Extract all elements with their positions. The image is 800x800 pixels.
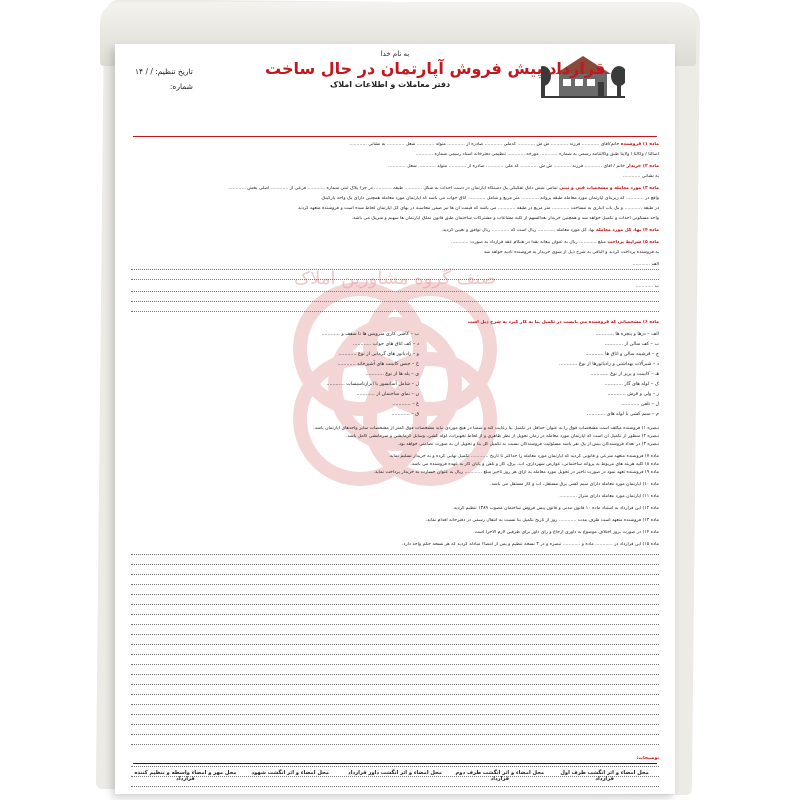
note-row: ماده ۱۳) فروشنده متعهد است ظرف مدت ............ روز از تاریخ تکمیل بنا نسبت به انتقال رسمی در دفترخانه اقدام نماید. — [425, 518, 659, 523]
spec-item: م – سیم کشی با لوله های ............ — [586, 412, 659, 417]
bismillah: به نام خدا — [380, 50, 410, 58]
section-row: به فروشنده پرداخت گردید و الباقی به شرح ذیل از سوی خریدار به فروشنده تأدیه خواهد شد — [483, 250, 659, 255]
section-row: الف ............ — [632, 262, 659, 267]
spec-item: د – شیرآلات بهداشتی و رادیاتورها از نوع ............ — [559, 362, 659, 367]
section-row: در طبقه ............ و یک باب انباری به مساحت ............ متر مربع در طبقه ............ می باشد که قیمت آن ها نیز ضمن محاسبه در بهای کل آپارتمان لحاظ شده است و فروشنده متعهد گردید — [298, 206, 659, 211]
fill-line[interactable] — [131, 564, 659, 565]
spec-item: الف – درها و پنجره ها ............ — [595, 332, 659, 337]
number-label: شماره: — [169, 82, 193, 91]
fill-line[interactable] — [131, 684, 659, 685]
note-row: ماده ۱۴) در صورت بروز اختلاف موضوع به داوری ارجاع و رأی داور برای طرفین لازم الاجرا است. — [473, 530, 659, 535]
spec-item: ع – ............ — [392, 402, 419, 407]
section-row: به نشانی ............ — [622, 174, 659, 179]
spec-item: ی – پله ها از نوع ............ — [365, 372, 419, 377]
watermark-text: صنف گروه مشاورین املاک — [294, 268, 496, 289]
spec-item: ق – ............ — [391, 412, 419, 417]
section-row: واقع در ............ که زیربنای آپارتمان مورد معامله طبقه پروانه ............ متر مربع و شامل ............ اتاق خواب می باشد که آپارتمان مورد معامله همچنین دارای یک واحد پارکینگ — [321, 196, 659, 201]
contract-title: قرارداد پیش فروش آپارتمان در حال ساخت — [265, 59, 606, 78]
signature-arbiter[interactable]: محل امضاء و اثر انگشت داور قرارداد — [348, 770, 442, 776]
spec-item: د – کف اتاق های خواب ............ — [352, 342, 419, 347]
section-row: ماده ۲) خریدار خانم / آقای ............ فرزند ............ ش ش ............ کد ملی ............ صادره از ............ متولد ............ شغل ............ — [388, 164, 659, 169]
fill-line[interactable] — [131, 301, 659, 302]
spec-item: و – رادیاتور های گرمایی از نوع ............ — [338, 352, 419, 357]
note-row: تبصره ۲) منظور از تکمیل آن است که آپارتمان مورد معامله در زمان تحویل از نظر ظاهری و از لحاظ تجهیزات، لوله کشی، وسایل گرمایشی و سرمایشی کامل باشد. — [346, 434, 659, 439]
signature-party-two[interactable]: محل امضاء و اثر انگشت طرف دوم قرارداد — [455, 770, 545, 782]
fill-line[interactable] — [131, 786, 659, 787]
fill-line[interactable] — [131, 654, 659, 655]
fill-line[interactable] — [131, 291, 659, 292]
fill-line[interactable] — [131, 604, 659, 605]
fill-line[interactable] — [131, 614, 659, 615]
section-row: ماده ۴) بها، کل مورد معامله بها، کل مورد معامله ............ ریال است که ............ ریال توافق و تعیین گردید. — [441, 228, 659, 233]
fill-line[interactable] — [131, 734, 659, 735]
note-row: ماده ۱۰) آپارتمان مورد معامله دارای سیم کشی برق مستقل، آب و گاز مستقل می باشد. — [490, 482, 659, 487]
note-row: ماده ۱۲) این قرارداد به استناد ماده ۱۰ قانون مدنی و قانون پیش فروش ساختمان مصوب ۱۳۸۹ تنظیم گردید. — [452, 506, 659, 511]
fill-line[interactable] — [131, 694, 659, 695]
note-row: ماده ۸) کلیه هزینه های مربوط به پروانه ساختمانی، عوارض شهرداری، آب، برق، گاز و تلفن و پایان کار به عهده فروشنده می باشد. — [410, 462, 659, 467]
contract-sheet — [115, 44, 675, 794]
fill-line[interactable] — [131, 674, 659, 675]
section-row: ماده ۳) مورد معامله و مشخصات فنی و ثبتی تمامی شش دانگ تفکیکی یک دستگاه آپارتمان در دست احداث به شکل ............ طبقه ............ در جزء پلاک ثبتی شماره ............ فرعی از ............ اصلی بخش ............ — [228, 186, 659, 191]
spec-item: ح – جنس کابینت های آشپزخانه ............ — [337, 362, 419, 367]
section-row: ب ............ — [635, 284, 659, 289]
section-row: ماده ۶) مشخصاتی که فروشنده می بایست در تکمیل بنا به کار گیرد به شرح ذیل است — [467, 320, 659, 325]
fill-line[interactable] — [131, 664, 659, 665]
signature-agent[interactable]: محل مهر و امضاء واسطه و تنظیم کننده قرارداد — [134, 770, 237, 782]
header-divider — [133, 136, 657, 137]
section-row: واحد مسکونی احداث و تکمیل خواهد شد و همچنین خریدار بعدالسهم از کلیه مشاعات و مشترکات ساختمان طبق قانون تملک آپارتمان ها سهیم و شریک می باشد. — [351, 216, 659, 221]
date-number-box — [135, 64, 193, 94]
fill-line[interactable] — [131, 724, 659, 725]
spec-item: ز – ولی و فرش ............ — [607, 392, 659, 397]
spec-item: ج – فرشینه سالن و اتاق ها ............ — [585, 352, 659, 357]
signature-party-one[interactable]: محل امضاء و اثر انگشت طرف اول قرارداد — [560, 770, 649, 782]
fill-line[interactable] — [131, 704, 659, 705]
spec-item: ب – کاشی کاری سرویس ها تا سقف و ............ — [321, 332, 419, 337]
spec-item: ل – شامل آسانسور با ابزارتاسیسات ............ — [326, 382, 419, 387]
fill-line[interactable] — [131, 634, 659, 635]
note-row: ماده ۱۵) این قرارداد در ............ ماده و ............ تبصره و در ۳ نسخه تنظیم و پس از امضاء مبادله گردید که هر نسخه حکم واحد دارد. — [401, 542, 659, 547]
note-row: ماده ۷) فروشنده متعهد شرعی و قانونی گردید که آپارتمان مورد معامله را حداکثر تا تاریخ ............ تکمیل نهایی کرده و به خریدار تسلیم نماید. — [388, 454, 659, 459]
spec-item: ک – لوله های گاز ............ — [604, 382, 659, 387]
note-row: تبصره ۳) در تعداد فروشندگان بیش از یک نفر باشد مسئولیت فروشندگان نسبت به تکمیل کل بنا و تحویل آن به صورت تضامنی خواهد بود. — [397, 442, 659, 447]
note-row: تبصره ۱) فروشنده مکلف است مشخصات فوق را به عنوان حداقل در تکمیل بنا رعایت کند و ضمناً در هیچ موردی نباید مشخصات فوق کمتر از مشخصات سایر واحدهای آپارتمان باشد. — [313, 426, 659, 431]
date-label: تاریخ تنظیم: / / ۱۴ — [135, 67, 193, 76]
fill-line[interactable] — [131, 554, 659, 555]
section-row: ماده ۵) شرایط پرداخت مبلغ ............ ریال به عنوان بیعانه نقداً در هنگام عقد قرارداد به صورت ............ — [451, 240, 659, 245]
fill-line[interactable] — [131, 311, 659, 312]
contract-subtitle: دفتر معاملات و اطلاعات املاک — [330, 80, 451, 89]
header — [115, 44, 675, 134]
note-row: ماده ۱۱) آپارتمان مورد معامله دارای متراژ ............ — [559, 494, 659, 499]
spec-item: ب – کف سالن از ............ — [604, 342, 659, 347]
signature-row — [133, 763, 657, 786]
signature-witnesses[interactable]: محل امضاء و اثر انگشت شهود — [251, 770, 329, 776]
spec-item: هـ – کابینت و پریز از نوع ............ — [590, 372, 659, 377]
spec-item: ل – تلفن ............ — [621, 402, 659, 407]
section-row: اصالتاً / وکالتاً / ولایتاً طبق وکالتنامه رسمی به شماره ............ مورخه ............ تنظیمی دفترخانه اسناد رسمی شماره ............ — [415, 152, 659, 157]
fill-line[interactable] — [131, 279, 659, 280]
fill-line[interactable] — [131, 269, 659, 270]
section-row: ماده ۱) فروشنده خانم/آقای ............ فرزند ............ ش ش ............ کدملی ............ صادره از ............ متولد ............ شغل ............ به نشانی ............ — [349, 142, 659, 147]
fill-line[interactable] — [131, 584, 659, 585]
fill-line[interactable] — [131, 744, 659, 745]
fill-line[interactable] — [131, 574, 659, 575]
fill-line[interactable] — [131, 624, 659, 625]
note-row: ماده ۹) فروشنده تعهد نمود در صورت تأخیر در تحویل مورد معامله به ازای هر روز تأخیر مبلغ ............ ریال به عنوان خسارت به خریدار پرداخت نماید. — [373, 470, 659, 475]
spec-item: ن – نمای ساختمان از ............ — [356, 392, 419, 397]
fill-line[interactable] — [131, 594, 659, 595]
fill-line[interactable] — [131, 714, 659, 715]
fill-line[interactable] — [131, 644, 659, 645]
notes-heading: توضیحات: — [636, 756, 659, 761]
